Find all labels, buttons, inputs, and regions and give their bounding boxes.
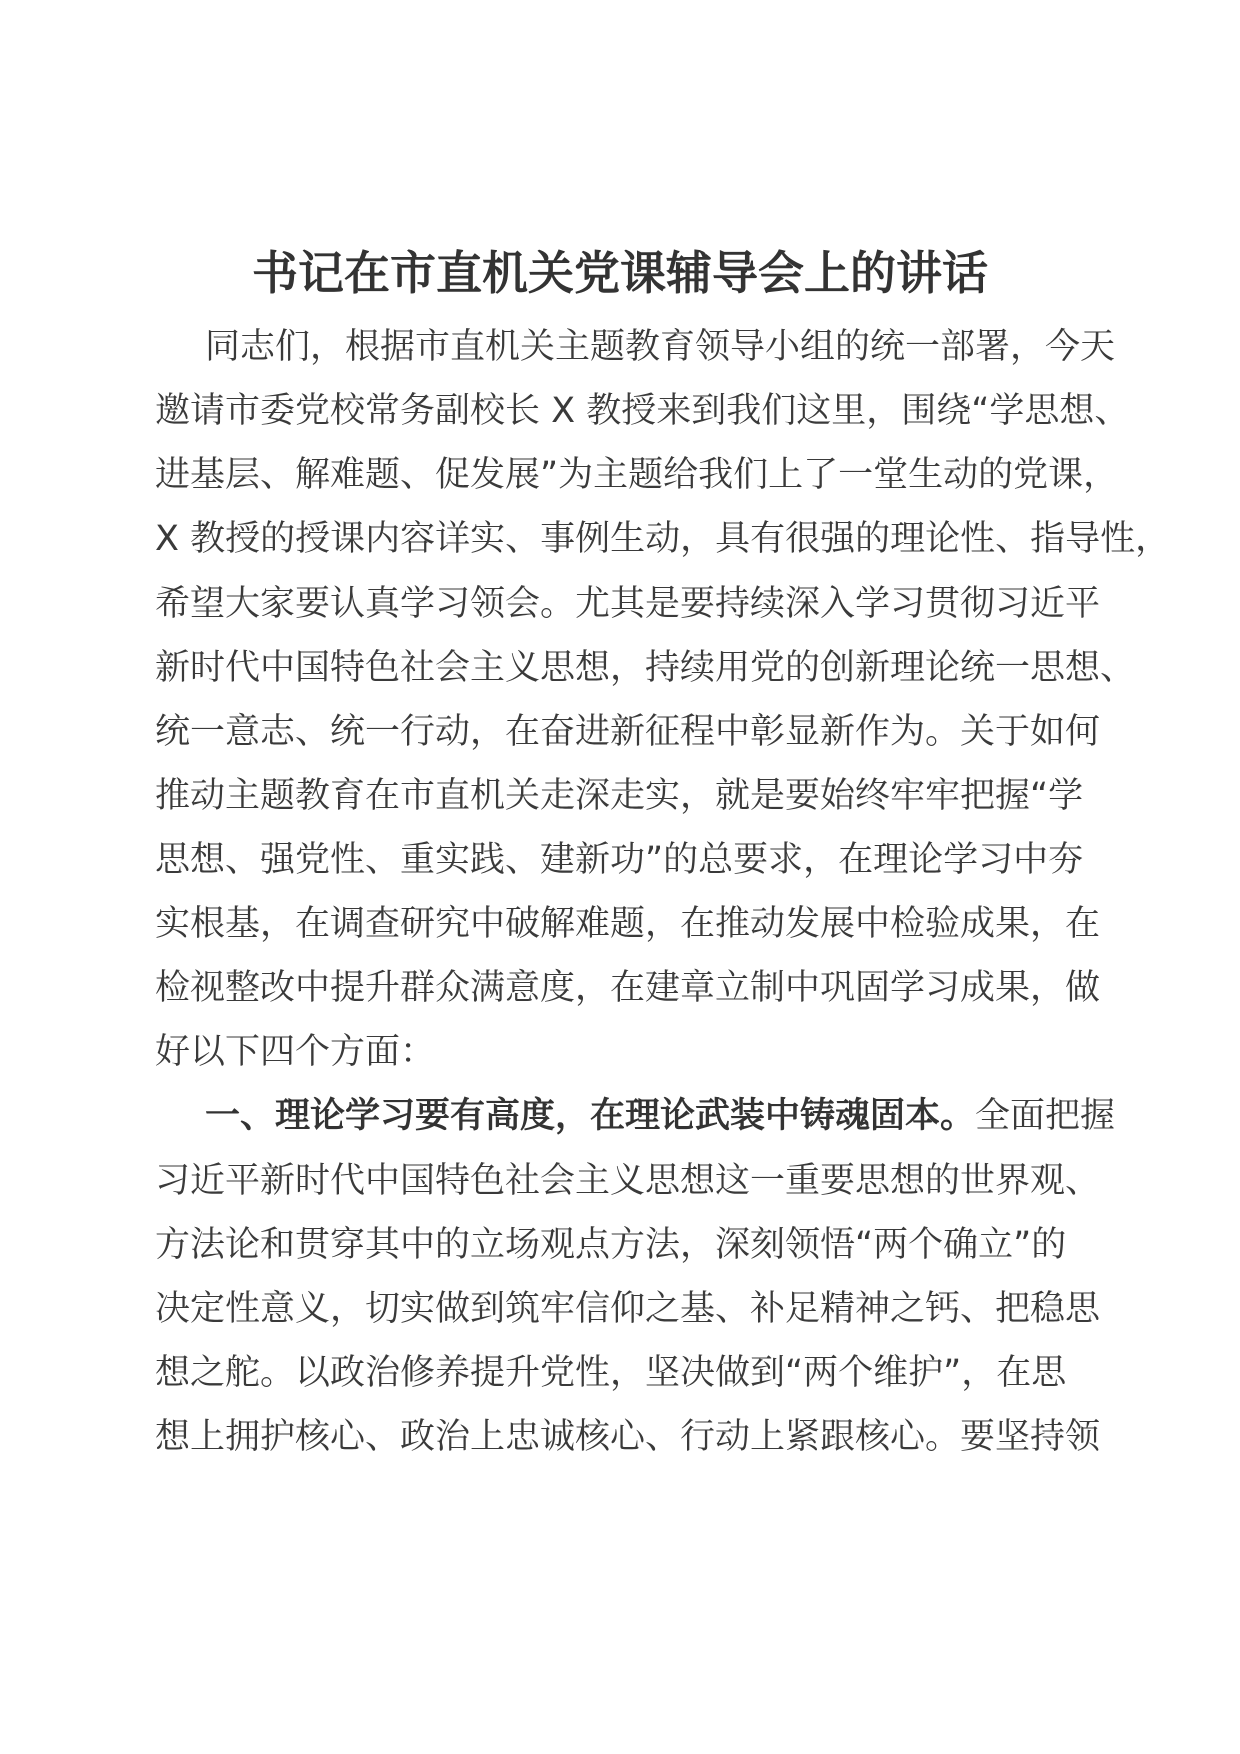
paragraph-line: 决定性意义，切实做到筑牢信仰之基、补足精神之钙、把稳思 xyxy=(155,1289,1101,1329)
section-1-first-line xyxy=(205,1094,1115,1139)
paragraph-line: 推动主题教育在市直机关走深走实，就是要始终牢牢把握“学 xyxy=(155,776,1084,816)
paragraph-line: 方法论和贯穿其中的立场观点方法，深刻领悟“两个确立”的 xyxy=(155,1225,1067,1265)
paragraph-line: 好以下四个方面： xyxy=(155,1032,436,1072)
paragraph-line: 习近平新时代中国特色社会主义思想这一重要思想的世界观、 xyxy=(155,1161,1101,1201)
paragraph-line: 邀请市委党校常务副校长 X 教授来到我们这里，围绕“学思想、 xyxy=(155,391,1130,431)
paragraph-line: 检视整改中提升群众满意度，在建章立制中巩固学习成果，做 xyxy=(155,968,1101,1008)
paragraph-line: X 教授的授课内容详实、事例生动，具有很强的理论性、指导性， xyxy=(155,519,1171,559)
paragraph-line: 希望大家要认真学习领会。尤其是要持续深入学习贯彻习近平 xyxy=(155,584,1101,624)
paragraph-line: 进基层、解难题、促发展”为主题给我们上了一堂生动的党课， xyxy=(155,455,1119,495)
paragraph-line: 同志们，根据市直机关主题教育领导小组的统一部署，今天 xyxy=(205,327,1116,367)
paragraph-line: 统一意志、统一行动，在奋进新征程中彰显新作为。关于如何 xyxy=(155,712,1101,752)
paragraph-line: 新时代中国特色社会主义思想，持续用党的创新理论统一思想、 xyxy=(155,648,1136,688)
section-1-heading: 一、理论学习要有高度，在理论武装中铸魂固本。 xyxy=(205,1096,976,1136)
paragraph-line: 想上拥护核心、政治上忠诚核心、行动上紧跟核心。要坚持领 xyxy=(155,1417,1101,1457)
section-1-first-tail: 全面把握 xyxy=(975,1096,1116,1136)
document-title: 书记在市直机关党课辅导会上的讲话 xyxy=(252,246,988,300)
paragraph-line: 思想、强党性、重实践、建新功”的总要求，在理论学习中夯 xyxy=(155,840,1084,880)
paragraph-line: 想之舵。以政治修养提升党性，坚决做到“两个维护”，在思 xyxy=(155,1353,1067,1393)
paragraph-line: 实根基，在调查研究中破解难题，在推动发展中检验成果，在 xyxy=(155,904,1101,944)
